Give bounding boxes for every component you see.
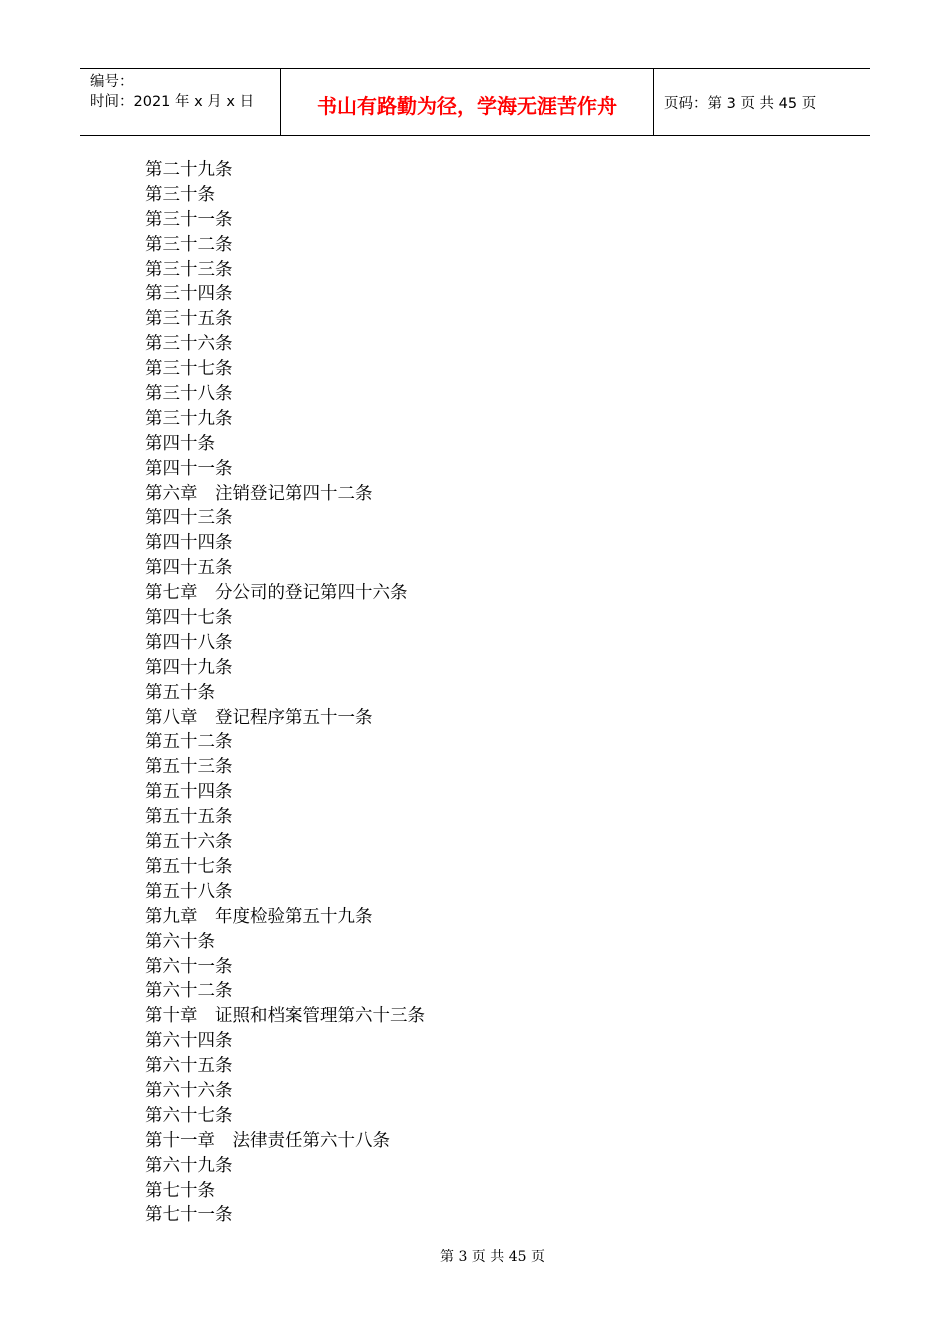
toc-line: 第四十四条: [145, 533, 233, 554]
toc-line: 第五十八条: [145, 881, 233, 902]
toc-line: 第六十四条: [145, 1031, 233, 1052]
toc-line: 第四十七条: [145, 608, 233, 629]
toc-line: 第五十六条: [145, 832, 233, 853]
toc-line: 第三十二条: [145, 234, 233, 255]
toc-line: 第四十八条: [145, 632, 233, 653]
toc-line: 第三十九条: [145, 408, 233, 429]
toc-line: 第五十五条: [145, 807, 233, 828]
toc-line: 第六十九条: [145, 1155, 233, 1176]
toc-line: 第六十七条: [145, 1105, 233, 1126]
toc-line: 第六十五条: [145, 1056, 233, 1077]
page-footer: 第 3 页 共 45 页: [440, 1249, 545, 1265]
toc-line: 第三十一条: [145, 209, 233, 230]
header-page-info: 页码：第 3 页 共 45 页: [664, 95, 817, 112]
toc-line: 第三十八条: [145, 384, 233, 405]
toc-line: 第四十三条: [145, 508, 233, 529]
header-motto: 书山有路勤为径，学海无涯苦作舟: [281, 69, 654, 135]
toc-line: 第四十九条: [145, 657, 233, 678]
table-of-contents: [145, 158, 425, 1228]
toc-line: 第三十五条: [145, 309, 233, 330]
toc-line: 第六十六条: [145, 1080, 233, 1101]
toc-line: 第四十条: [145, 433, 215, 454]
toc-line: 第五十三条: [145, 757, 233, 778]
toc-line: 第五十二条: [145, 732, 233, 753]
toc-line: 第六十条: [145, 931, 215, 952]
toc-line: 第六十一条: [145, 956, 233, 977]
document-date: 时间：2021 年 x 月 x 日: [90, 94, 255, 110]
toc-line: 第三十三条: [145, 259, 233, 280]
toc-line: 第六章 注销登记第四十二条: [145, 483, 373, 504]
toc-line: 第四十一条: [145, 458, 233, 479]
toc-line: 第三十七条: [145, 359, 233, 380]
document-number-label: 编号：: [90, 74, 134, 90]
toc-line: 第八章 登记程序第五十一条: [145, 707, 373, 728]
toc-line: 第二十九条: [145, 160, 233, 180]
toc-line: 第四十五条: [145, 558, 233, 579]
toc-line: 第六十二条: [145, 981, 233, 1002]
toc-line: 第七十条: [145, 1180, 215, 1201]
toc-line: 第五十七条: [145, 856, 233, 877]
header-meta-cell: [80, 69, 281, 135]
toc-line: 第九章 年度检验第五十九条: [145, 906, 373, 927]
toc-line: 第五十条: [145, 682, 215, 703]
toc-line: 第七章 分公司的登记第四十六条: [145, 583, 408, 604]
toc-line: 第十章 证照和档案管理第六十三条: [145, 1006, 425, 1027]
toc-line: 第十一章 法律责任第六十八条: [145, 1130, 390, 1151]
toc-line: 第三十四条: [145, 284, 233, 305]
toc-line: 第五十四条: [145, 782, 233, 803]
toc-line: 第三十六条: [145, 334, 233, 355]
toc-line: 第七十一条: [145, 1205, 233, 1226]
toc-line: 第三十条: [145, 184, 215, 205]
page-header: [80, 68, 870, 136]
